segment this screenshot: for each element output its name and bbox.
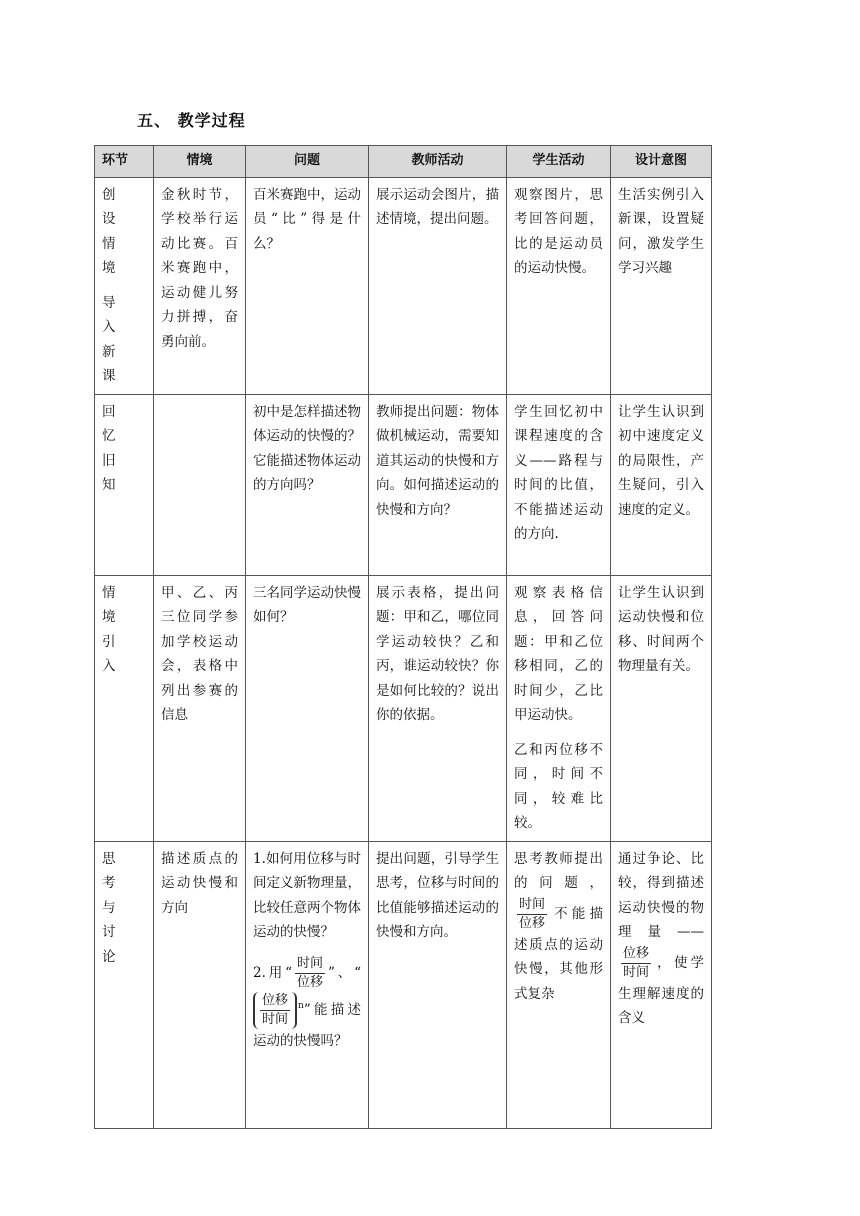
student-activity-cell: 观察图片，思考回答问题，比的是运动员的运动快慢。 bbox=[507, 177, 611, 394]
fraction-time-over-displacement bbox=[295, 955, 325, 992]
question-2: 2.用“ $\frac{\text{时间}}{\text{位移}}$ ”、“ $\frac{\text{位移}}{\text{时间}}$ $^n$”能描述运动的快慢吗？ bbox=[253, 955, 361, 1049]
teacher-activity-cell: 展示运动会图片，描述情境，提出问题。 bbox=[369, 177, 507, 394]
header-teacher-activity: 教师活动 bbox=[369, 146, 507, 178]
fraction-displacement-over-time bbox=[621, 945, 651, 982]
question-cell bbox=[246, 841, 369, 1128]
fraction-displacement-over-time-power bbox=[253, 992, 297, 1029]
section-title: 五、 教学过程 bbox=[137, 111, 246, 130]
question-cell: 三名同学运动快慢如何？ bbox=[246, 575, 369, 841]
design-intent-cell: 生活实例引入新课，设置疑问，激发学生学习兴趣 bbox=[611, 177, 712, 394]
intent-b: ，使学生理解速度的含义 bbox=[618, 954, 704, 1026]
fraction-numerator: 位移 bbox=[621, 945, 651, 964]
fraction-numerator: 时间 bbox=[517, 896, 547, 915]
stage-label: 创设情境 bbox=[102, 186, 132, 276]
question-cell: 初中是怎样描述物体运动的快慢的？它能描述物体运动的方向吗？ bbox=[246, 394, 369, 575]
teacher-activity-cell: 提出问题，引导学生思考，位移与时间的比值能够描述运动的快慢和方向。 bbox=[369, 841, 507, 1128]
student-activity-cell: 学生回忆初中课程速度的含义——路程与时间的比值，不能描述运动的方向. bbox=[507, 394, 611, 575]
situation-cell: 甲、乙、丙三位同学参加学校运动会，表格中列出参赛的信息 bbox=[154, 575, 246, 841]
student-activity-cell bbox=[507, 841, 611, 1128]
teacher-activity-cell: 展示表格，提出问题：甲和乙，哪位同学运动较快？乙和丙，谁运动较快？你是如何比较的？说出你的依据。 bbox=[369, 575, 507, 841]
table-header-row bbox=[95, 146, 712, 178]
fraction-denominator: 时间 bbox=[262, 1011, 289, 1027]
table-row bbox=[95, 841, 712, 1128]
header-situation: 情境 bbox=[154, 146, 246, 178]
table-row bbox=[95, 177, 712, 394]
design-intent-cell: 让学生认识到运动快慢和位移、时间两个物理量有关。 bbox=[611, 575, 712, 841]
design-intent-cell bbox=[611, 841, 712, 1128]
situation-cell: 描述质点的运动快慢和方向 bbox=[154, 841, 246, 1128]
header-question: 问题 bbox=[246, 146, 369, 178]
table-row bbox=[95, 575, 712, 841]
fraction-denominator: 位移 bbox=[519, 915, 546, 931]
header-design-intent: 设计意图 bbox=[611, 146, 712, 178]
fraction-numerator: 位移 bbox=[260, 992, 290, 1011]
stage-cell: 回忆旧知 bbox=[95, 394, 154, 575]
question-1: 1.如何用位移与时间定义新物理量，比较任意两个物体运动的快慢？ bbox=[253, 850, 361, 940]
question-cell: 百米赛跑中，运动员“比”得是什么？ bbox=[246, 177, 369, 394]
student-activity-cell bbox=[507, 575, 611, 841]
header-student-activity: 学生活动 bbox=[507, 146, 611, 178]
stage-cell: 情境引入 bbox=[95, 575, 154, 841]
stage-cell: 思考与讨论 bbox=[95, 841, 154, 1128]
intent-a: 通过争论、比较，得到描述运动快慢的物理量—— bbox=[618, 850, 704, 940]
fraction-time-over-displacement bbox=[517, 896, 547, 933]
situation-cell: 金秋时节，学校举行运动比赛。百米赛跑中，运动健儿努力拼搏，奋勇向前。 bbox=[154, 177, 246, 394]
question-2-suffix: 能描述运动的快慢吗？ bbox=[253, 1001, 361, 1049]
fraction bbox=[260, 992, 290, 1029]
student-answer: 观察表格信息，回答问题：甲和乙位移相同，乙的时间少，乙比甲运动快。 bbox=[514, 584, 603, 723]
situation-cell bbox=[154, 394, 246, 575]
question-2-separator: 、 bbox=[334, 964, 355, 981]
table-row bbox=[95, 394, 712, 575]
design-intent-cell: 让学生认识到初中速度定义的局限性，产生疑问，引入速度的定义。 bbox=[611, 394, 712, 575]
fraction-denominator: 位移 bbox=[296, 974, 323, 990]
fraction-numerator: 时间 bbox=[295, 955, 325, 974]
teaching-process-table bbox=[94, 145, 712, 1129]
stage-label: 导入新课 bbox=[102, 294, 132, 384]
stage-cell bbox=[95, 177, 154, 394]
student-answer-b: 不能描述质点的运动快慢，其他形式复杂 bbox=[514, 905, 603, 1002]
student-answer: 乙和丙位移不同，时间不同，较难比较。 bbox=[514, 741, 603, 831]
fraction-denominator: 时间 bbox=[623, 964, 650, 980]
exponent-n: n bbox=[298, 1001, 304, 1011]
teacher-activity-cell: 教师提出问题：物体做机械运动，需要知道其运动的快慢和方向。如何描述运动的快慢和方向？ bbox=[369, 394, 507, 575]
student-answer-a: 思考教师提出的问题， bbox=[514, 850, 603, 891]
header-stage: 环节 bbox=[95, 146, 154, 178]
question-2-prefix: 2.用 bbox=[253, 964, 286, 981]
